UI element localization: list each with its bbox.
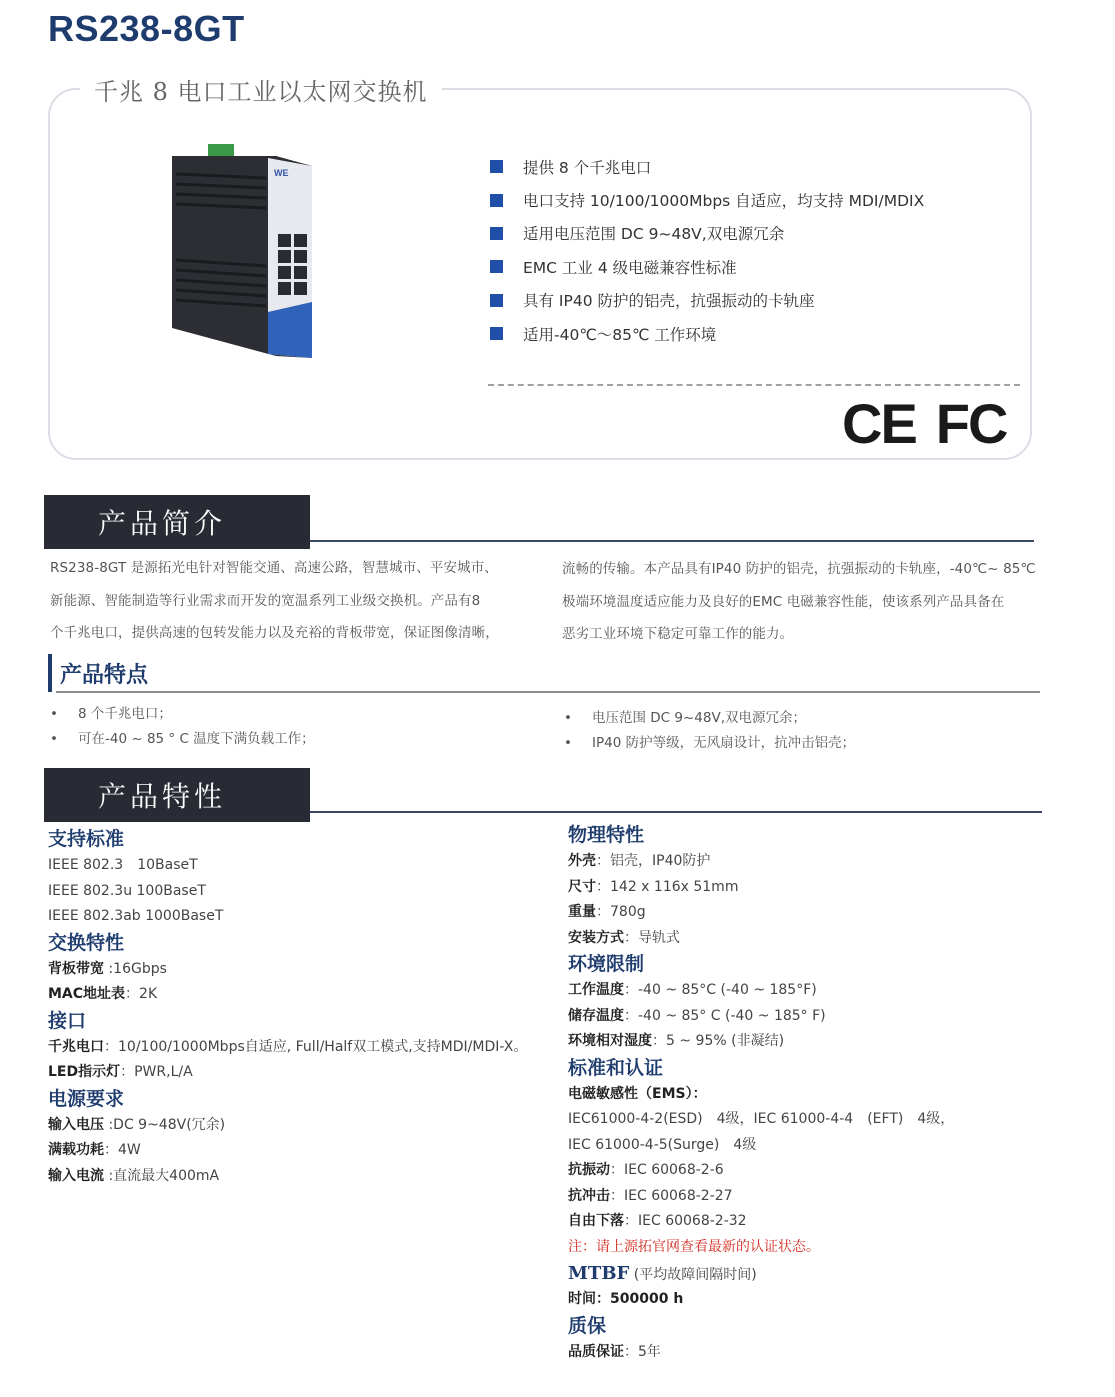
spec-heading: 支持标准: [48, 828, 125, 850]
product-subtitle: 千兆 8 电口工业以太网交换机: [80, 72, 442, 107]
section-header-specs: 产品特性: [44, 768, 310, 822]
spec-heading: MTBF: [568, 1263, 630, 1284]
highlight-list: [490, 150, 924, 350]
feature-item: • 可在-40 ~ 85 ° C 温度下满负载工作；: [50, 731, 315, 747]
features-rule: [56, 691, 1040, 693]
spec-heading: 环境限制: [568, 953, 645, 975]
feature-item: • 电压范围 DC 9~48V,双电源冗余；: [564, 710, 807, 726]
square-bullet-icon: [490, 227, 503, 240]
spec-heading: 物理特性: [568, 824, 645, 846]
section-header-intro: 产品简介: [44, 495, 310, 549]
fcc-mark-icon: FC: [935, 392, 1007, 455]
spec-heading: 标准和认证: [568, 1056, 664, 1079]
section-rule: [310, 540, 1034, 542]
specs-left: 支持标准 IEEE 802.3 10BaseT IEEE 802.3u 100BaseT IEEE 802.3ab 1000BaseT 交换特性 背板带宽 :16Gbps MAC地址表：2K 接口 千兆电口：10/100/1000Mbps自适应, Full/Half双工模式,支持MDI/MDI-X。 LED指示灯：PWR,L/A 电源要求 输入电压 :DC 9~48V(冗余) 满载功耗：4W 输入电流 :直流最大400mA: [48, 828, 528, 1184]
feature-item: • IP40 防护等级，无风扇设计，抗冲击铝壳；: [564, 735, 856, 751]
spec-heading: 电源要求: [48, 1087, 125, 1110]
certification-note: 注：请上源拓官网查看最新的认证状态。: [568, 1238, 820, 1255]
features-right: [564, 706, 855, 756]
dashed-divider: [488, 384, 1020, 386]
specs-right: 物理特性 外壳：铝壳，IP40防护 尺寸：142 x 116x 51mm 重量：780g 安装方式：导轨式 环境限制 工作温度：-40 ~ 85°C (-40 ~ 185°F) 储存温度：-40 ~ 85° C (-40 ~ 185° F) 环境相对湿度：5 ~ 95% (非凝结) 标准和认证 电磁敏感性（EMS）： IEC61000-4-2(ESD) 4级，IEC 61000-4-4 (EFT) 4级， IEC 61000-4-5(Surge) 4级 抗振动：IEC 60068-2-6 抗冲击：IEC 60068-2-27 自由下落：IEC 60068-2-32 注：请上源拓官网查看最新的认证状态。 MTBF (平均故障间隔时间) 时间：500000 h 质保 品质保证：5年: [568, 824, 955, 1360]
feature-item: • 8 个千兆电口；: [50, 706, 172, 722]
highlight-item: 适用-40℃～85℃ 工作环境: [490, 317, 924, 350]
features-left: [50, 702, 315, 752]
highlight-item: 适用电压范围 DC 9~48V,双电源冗余: [490, 217, 924, 250]
highlight-item: 电口支持 10/100/1000Mbps 自适应，均支持 MDI/MDIX: [490, 183, 924, 216]
highlight-item: 具有 IP40 防护的铝壳，抗强振动的卡轨座: [490, 284, 924, 317]
square-bullet-icon: [490, 294, 503, 307]
terminal-block: [208, 144, 234, 156]
highlight-item: EMC 工业 4 级电磁兼容性标准: [490, 250, 924, 283]
section-rule: [310, 811, 1042, 813]
spec-heading: 交换特性: [48, 931, 125, 954]
intro-left: RS238-8GT 是源拓光电针对智能交通、高速公路，智慧城市、平安城市、 新能源、智能制造等行业需求而开发的宽温系列工业级交换机。产品有8 个千兆电口，提供高速的包转发能力以及充裕的背板带宽，保证图像清晰，: [50, 560, 499, 641]
spec-heading: 质保: [568, 1314, 607, 1337]
square-bullet-icon: [490, 160, 503, 173]
square-bullet-icon: [490, 194, 503, 207]
features-heading: 产品特点: [48, 654, 148, 692]
ce-mark-icon: CE: [842, 392, 916, 455]
highlight-item: 提供 8 个千兆电口: [490, 150, 924, 183]
certification-logos: [842, 392, 1007, 455]
intro-right: 流畅的传输。本产品具有IP40 防护的铝壳，抗强振动的卡轨座，-40℃~ 85℃ 极端环境温度适应能力及良好的EMC 电磁兼容性能，使该系列产品具备在 恶劣工业环境下稳定可靠工作的能力。: [562, 561, 1036, 642]
device-logo: WE: [274, 168, 289, 178]
spec-heading: 接口: [48, 1009, 87, 1032]
square-bullet-icon: [490, 327, 503, 340]
product-model: RS238-8GT: [48, 8, 245, 49]
square-bullet-icon: [490, 260, 503, 273]
device-image: [168, 142, 318, 364]
